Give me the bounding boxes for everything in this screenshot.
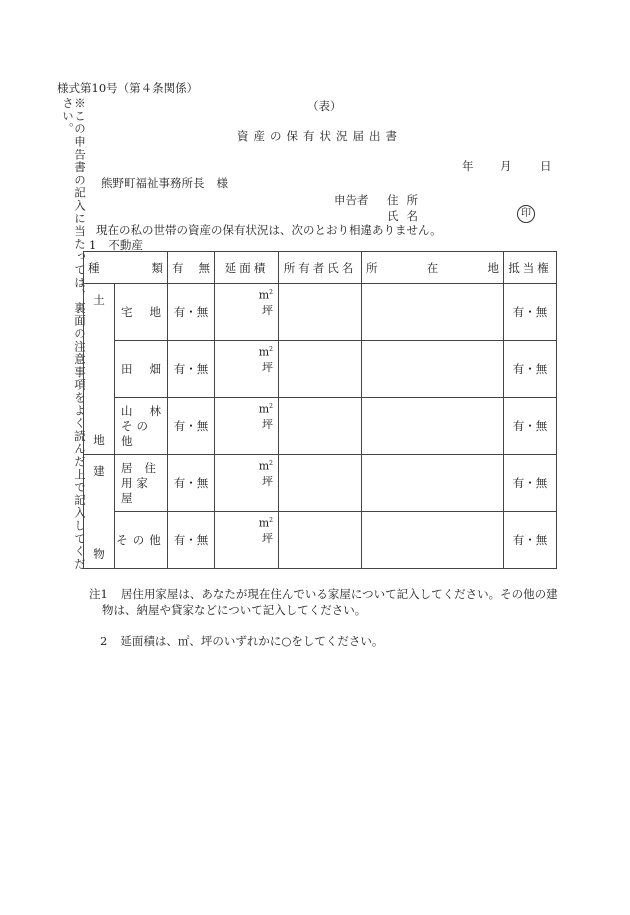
type-label-a: 山 bbox=[121, 403, 133, 418]
unit-sqm: m bbox=[258, 345, 270, 359]
area-field[interactable] bbox=[215, 398, 279, 455]
header-location bbox=[362, 252, 504, 284]
owner-field[interactable] bbox=[279, 284, 362, 341]
category-land-bottom: 地 bbox=[93, 433, 105, 447]
applicant-label: 申告者 bbox=[334, 193, 369, 207]
note-1 bbox=[89, 586, 558, 602]
type-label-c: その他 bbox=[121, 418, 152, 448]
table-row bbox=[84, 455, 557, 512]
addressee-name: 熊野町福祉事務所長 bbox=[101, 176, 205, 190]
type-label-b: 畑 bbox=[149, 362, 161, 376]
area-field[interactable] bbox=[215, 455, 279, 512]
category-land-top: 土 bbox=[93, 293, 105, 307]
unit-sup: 2 bbox=[269, 346, 273, 353]
header-has-a: 有 bbox=[172, 260, 184, 275]
header-area: 延面積 bbox=[215, 252, 279, 284]
area-field[interactable] bbox=[215, 284, 279, 341]
type-label-b: 林 bbox=[149, 403, 161, 418]
unit-sup: 2 bbox=[269, 403, 273, 410]
type-forest-other bbox=[115, 398, 168, 455]
location-field[interactable] bbox=[362, 398, 504, 455]
header-mortgage: 抵当権 bbox=[504, 252, 557, 284]
notes bbox=[89, 586, 558, 649]
location-field[interactable] bbox=[362, 284, 504, 341]
real-estate-table bbox=[83, 251, 557, 569]
note-2-label: 2 bbox=[100, 634, 108, 648]
type-label-a: 宅 bbox=[121, 305, 133, 319]
date-year-label: 年 bbox=[462, 159, 474, 173]
category-land bbox=[84, 284, 115, 455]
header-type-b: 類 bbox=[151, 260, 163, 275]
unit-sup: 2 bbox=[269, 517, 273, 524]
location-field[interactable] bbox=[362, 341, 504, 398]
declaration-text: 現在の私の世帯の資産の保有状況は、次のとおり相違ありません。 bbox=[96, 223, 442, 237]
table-row bbox=[84, 284, 557, 341]
location-field[interactable] bbox=[362, 455, 504, 512]
note-2 bbox=[89, 633, 558, 649]
header-owner: 所有者氏名 bbox=[279, 252, 362, 284]
header-loc-a: 所 bbox=[366, 260, 378, 275]
has-toggle[interactable]: 有・無 bbox=[168, 284, 215, 341]
section-title: 不動産 bbox=[108, 238, 143, 252]
unit-tsubo: 坪 bbox=[262, 417, 273, 431]
type-label-c: 用家屋 bbox=[121, 475, 152, 505]
page-title: 資産の保有状況届出書 bbox=[237, 129, 402, 143]
table-row bbox=[84, 512, 557, 569]
type-label-b: 地 bbox=[149, 305, 161, 319]
unit-sqm: m bbox=[258, 402, 270, 416]
section-number: 1 bbox=[89, 238, 97, 252]
type-residential-land bbox=[115, 284, 168, 341]
category-building-top: 建 bbox=[93, 464, 105, 478]
has-toggle[interactable]: 有・無 bbox=[168, 398, 215, 455]
type-label-a: 田 bbox=[121, 362, 133, 376]
header-type-a: 種 bbox=[88, 260, 100, 275]
table-header-row bbox=[84, 252, 557, 284]
category-building-bottom: 物 bbox=[93, 547, 105, 561]
mortgage-toggle[interactable]: 有・無 bbox=[504, 455, 557, 512]
mortgage-toggle[interactable]: 有・無 bbox=[504, 284, 557, 341]
unit-sqm: m bbox=[258, 288, 270, 302]
type-farmland bbox=[115, 341, 168, 398]
header-loc-c: 地 bbox=[487, 260, 499, 275]
table-row bbox=[84, 398, 557, 455]
table-row bbox=[84, 341, 557, 398]
unit-tsubo: 坪 bbox=[262, 531, 273, 545]
date-row bbox=[462, 161, 552, 173]
type-label-a: 居 bbox=[121, 460, 133, 475]
note-1-line-1: 居住用家屋は、あなたが現在住んでいる家屋について記入してください。その他の建 bbox=[120, 587, 558, 601]
has-toggle[interactable]: 有・無 bbox=[168, 455, 215, 512]
header-type bbox=[84, 252, 168, 284]
address-label: 住所 bbox=[387, 193, 426, 207]
addressee-honorific: 様 bbox=[216, 176, 228, 190]
location-field[interactable] bbox=[362, 512, 504, 569]
section-heading bbox=[89, 240, 143, 252]
date-month-label: 月 bbox=[500, 159, 512, 173]
addressee bbox=[101, 178, 228, 190]
type-other-building: その他 bbox=[115, 512, 168, 569]
category-building bbox=[84, 455, 115, 569]
header-loc-b: 在 bbox=[426, 260, 439, 275]
has-toggle[interactable]: 有・無 bbox=[168, 341, 215, 398]
seal-mark-icon: 印 bbox=[517, 205, 535, 223]
side-label: （表） bbox=[307, 99, 342, 113]
area-field[interactable] bbox=[215, 341, 279, 398]
unit-sqm: m bbox=[258, 516, 270, 530]
has-toggle[interactable]: 有・無 bbox=[168, 512, 215, 569]
owner-field[interactable] bbox=[279, 512, 362, 569]
note-1-line-2: 物は、納屋や貸家などについて記入してください。 bbox=[102, 603, 367, 617]
note-1-label: 注1 bbox=[89, 587, 108, 601]
type-label-b: 住 bbox=[144, 460, 156, 475]
area-field[interactable] bbox=[215, 512, 279, 569]
type-residence bbox=[115, 455, 168, 512]
mortgage-toggle[interactable]: 有・無 bbox=[504, 398, 557, 455]
owner-field[interactable] bbox=[279, 398, 362, 455]
mortgage-toggle[interactable]: 有・無 bbox=[504, 512, 557, 569]
date-day-label: 日 bbox=[540, 159, 552, 173]
unit-tsubo: 坪 bbox=[262, 303, 273, 317]
header-has-b: 無 bbox=[198, 260, 210, 275]
unit-sqm: m bbox=[258, 459, 270, 473]
owner-field[interactable] bbox=[279, 341, 362, 398]
unit-tsubo: 坪 bbox=[262, 360, 273, 374]
owner-field[interactable] bbox=[279, 455, 362, 512]
form-number: 様式第10号（第４条関係） bbox=[57, 81, 199, 95]
note-2-text: 延面積は、㎡、坪のいずれかに○をしてください。 bbox=[120, 634, 384, 648]
header-has bbox=[168, 252, 215, 284]
unit-tsubo: 坪 bbox=[262, 474, 273, 488]
unit-sup: 2 bbox=[269, 289, 273, 296]
unit-sup: 2 bbox=[269, 460, 273, 467]
name-label: 氏名 bbox=[387, 209, 426, 223]
mortgage-toggle[interactable]: 有・無 bbox=[504, 341, 557, 398]
vertical-instruction-note: ※この申告書の記入に当たっては、裏面の注意事項をよく読んだ上で記入してください。 bbox=[61, 97, 87, 571]
